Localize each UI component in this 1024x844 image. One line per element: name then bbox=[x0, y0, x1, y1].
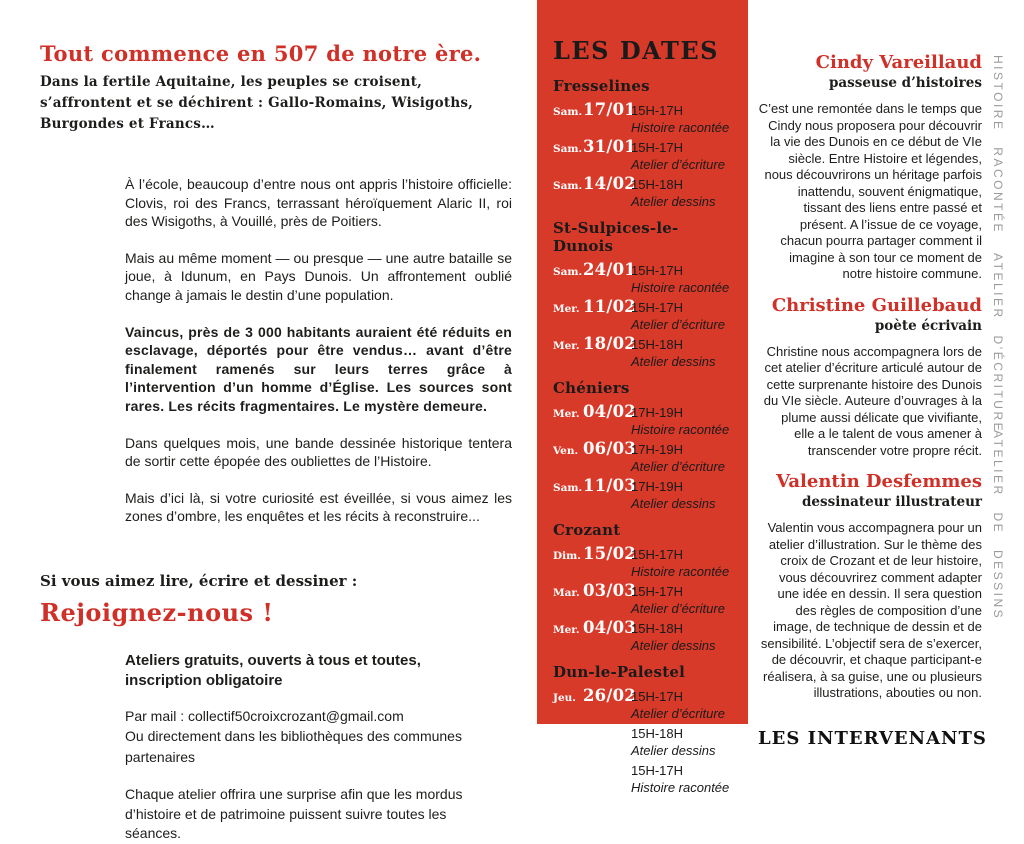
event-date: 03/03 bbox=[583, 581, 636, 600]
page-title: Tout commence en 507 de notre ère. bbox=[40, 41, 482, 66]
person-name: Cindy Vareillaud bbox=[815, 52, 982, 73]
event-activity: Atelier d’écriture bbox=[631, 157, 725, 172]
event-day: Jeu. bbox=[553, 692, 576, 704]
town-name: Crozant bbox=[553, 521, 621, 539]
event-main-line bbox=[553, 582, 734, 602]
event-time: 17H-19H bbox=[631, 442, 684, 457]
intervenants-panel bbox=[758, 0, 987, 749]
event-date: 06/03 bbox=[583, 439, 636, 458]
event-main-line bbox=[553, 687, 734, 707]
town-name: St-Sulpices-le-Dunois bbox=[553, 219, 679, 255]
page-subtitle: Dans la fertile Aquitaine, les peuples se croisent, s’affrontent et se déchirent : Gallo-Romains, Wisigoths, Burgondes et Francs… bbox=[40, 74, 474, 132]
edge-label-atelier-dessins: ATELIER DE DESSINS bbox=[991, 430, 1005, 621]
event-day: Sam. bbox=[553, 729, 583, 741]
event-activity: Atelier dessins bbox=[631, 638, 716, 653]
event-time: 15H-18H bbox=[631, 621, 684, 636]
dates-sections bbox=[553, 77, 734, 795]
person-name: Christine Guillebaud bbox=[771, 294, 982, 316]
town-events bbox=[553, 687, 734, 795]
event-day: Sam. bbox=[553, 180, 583, 192]
event-item bbox=[553, 477, 734, 511]
event-time: 17H-19H bbox=[631, 479, 684, 494]
invite-line: Si vous aimez lire, écrire et dessiner : bbox=[40, 572, 358, 591]
dates-town-section bbox=[553, 521, 734, 653]
event-time: 15H-17H bbox=[631, 547, 684, 562]
person-role: passeuse d’histoires bbox=[828, 75, 982, 91]
contact-alt-line: Ou directement dans les bibliothèques des communes partenaires bbox=[125, 728, 462, 765]
person-bio: C’est une remontée dans le temps que Cindy nous proposera pour découvrir la vie des Dunois en ce début de VIe siècle. Entre Histoire et légendes, nous découvrirons un héritage parfois inattendu, souvent énigmatique, tissant des liens entre passé et présent. A l’issue de ce voyage, chacun pourra partager comment il imagine à son tour ce moment de notre histoire commune. bbox=[758, 101, 982, 281]
town-events bbox=[553, 545, 734, 653]
event-main-line bbox=[553, 403, 734, 423]
event-date: 17/01 bbox=[583, 100, 636, 119]
person-role: poète écrivain bbox=[874, 317, 982, 334]
event-item bbox=[553, 101, 734, 135]
event-activity: Histoire racontée bbox=[631, 780, 730, 795]
event-activity: Atelier d’écriture bbox=[631, 601, 725, 616]
intro-paragraph: Dans quelques mois, une bande dessinée historique tentera de sortir cette épopée des oubliettes de l’Histoire. bbox=[125, 434, 512, 470]
event-date: 14/02 bbox=[583, 174, 636, 193]
event-activity: Atelier dessins bbox=[631, 743, 716, 758]
event-time: 15H-17H bbox=[631, 263, 684, 278]
event-time: 15H-17H bbox=[631, 300, 684, 315]
event-date: 11/03 bbox=[583, 476, 636, 495]
event-time: 17H-19H bbox=[631, 405, 684, 420]
event-activity: Histoire racontée bbox=[631, 422, 730, 437]
event-item bbox=[553, 175, 734, 209]
intervenants-title: LES INTERVENANTS bbox=[758, 727, 987, 749]
intro-paragraph-emphasis: Vaincus, près de 3 000 habitants auraient été réduits en esclavage, déportés pour être vendus… avant d’être finalement ramenés sur leurs terres grâce à l’intervention d’un homme d’Église. Les sources sont rares. Les récits fragmentaires. Le mystère demeure. bbox=[125, 323, 512, 414]
event-date: 11/02 bbox=[583, 297, 636, 316]
person-bio: Christine nous accompagnera lors de cet atelier d’écriture articulé autour de cette surprenante histoire des Dunois du VIe siècle. Auteure d’ouvrages à la plume aussi délicate que vivifiante, elle a le talent de vous amener à transcender votre propre récit. bbox=[763, 343, 982, 458]
event-time: 15H-17H bbox=[631, 140, 684, 155]
event-date: 04/02 bbox=[583, 402, 636, 421]
event-main-line bbox=[553, 101, 734, 121]
event-date: 24/01 bbox=[583, 260, 636, 279]
event-item bbox=[553, 138, 734, 172]
intro-paragraph: Mais au même moment — ou presque — une autre bataille se joue, à Idunum, en Pays Dunois. Un affrontement oublié change à jamais le destin d’une population. bbox=[125, 249, 512, 303]
intro-paragraph: Mais d’ici là, si votre curiosité est éveillée, si vous aimez les zones d’ombre, les enquêtes et les récits à reconstruire... bbox=[125, 489, 512, 525]
event-item bbox=[553, 724, 734, 758]
event-item bbox=[553, 403, 734, 437]
event-main-line bbox=[553, 619, 734, 639]
dates-town-section bbox=[553, 77, 734, 209]
edge-label-atelier-ecriture: ATELIER D’ÉCRITURE bbox=[991, 253, 1005, 434]
event-day: Mer. bbox=[553, 766, 580, 778]
event-main-line bbox=[553, 477, 734, 497]
town-name: Dun-le-Palestel bbox=[553, 663, 685, 681]
dates-panel bbox=[537, 0, 748, 795]
contact-email: collectif50croixcrozant@gmail.com bbox=[188, 708, 404, 725]
event-date: 29/04 bbox=[583, 760, 636, 779]
dates-town-section bbox=[553, 663, 734, 795]
event-day: Mer. bbox=[553, 340, 580, 352]
intro-panel bbox=[40, 42, 512, 844]
event-item bbox=[553, 687, 734, 721]
town-events bbox=[553, 101, 734, 209]
event-day: Sam. bbox=[553, 266, 583, 278]
event-main-line bbox=[553, 175, 734, 195]
town-name: Chéniers bbox=[553, 379, 630, 397]
event-activity: Atelier dessins bbox=[631, 496, 716, 511]
event-date: 28/02 bbox=[583, 723, 636, 742]
closing-line: Chaque atelier offrira une surprise afin que les mordus d’histoire et de patrimoine puissent suivre toutes les séances. bbox=[125, 785, 463, 842]
town-name: Fresselines bbox=[553, 77, 650, 95]
dates-town-section bbox=[553, 219, 734, 369]
event-time: 15H-18H bbox=[631, 177, 684, 192]
dates-title: LES DATES bbox=[553, 36, 719, 65]
event-item bbox=[553, 298, 734, 332]
event-day: Mar. bbox=[553, 587, 580, 599]
town-events bbox=[553, 403, 734, 511]
event-main-line bbox=[553, 298, 734, 318]
intro-paragraph: À l’école, beaucoup d’entre nous ont appris l’histoire officielle: Clovis, roi des Francs, terrassant héroïquement Alaric II, roi des Wisigoths, à Vouillé, près de Poitiers. bbox=[125, 175, 512, 230]
person-block bbox=[758, 471, 982, 702]
event-main-line bbox=[553, 138, 734, 158]
event-main-line bbox=[553, 761, 734, 781]
event-activity: Histoire racontée bbox=[631, 120, 730, 135]
event-day: Sam. bbox=[553, 143, 583, 155]
free-workshops-line: Ateliers gratuits, ouverts à tous et toutes, inscription obligatoire bbox=[125, 652, 421, 689]
event-main-line bbox=[553, 261, 734, 281]
mail-prefix: Par mail : bbox=[125, 708, 189, 725]
contact-mail-line bbox=[125, 706, 512, 726]
event-activity: Histoire racontée bbox=[631, 564, 730, 579]
invite-block bbox=[40, 572, 512, 627]
event-main-line bbox=[553, 335, 734, 355]
event-day: Mer. bbox=[553, 303, 580, 315]
event-day: Mer. bbox=[553, 408, 580, 420]
event-date: 15/02 bbox=[583, 544, 636, 563]
event-main-line bbox=[553, 440, 734, 460]
dates-town-section bbox=[553, 379, 734, 511]
edge-label-histoire-racontee: HISTOIRE RACONTÉE bbox=[991, 55, 1005, 234]
event-activity: Atelier d’écriture bbox=[631, 459, 725, 474]
event-item bbox=[553, 545, 734, 579]
event-date: 31/01 bbox=[583, 137, 636, 156]
person-name: Valentin Desfemmes bbox=[776, 471, 982, 492]
event-day: Sam. bbox=[553, 106, 583, 118]
event-item bbox=[553, 261, 734, 295]
event-item bbox=[553, 335, 734, 369]
event-time: 15H-17H bbox=[631, 689, 684, 704]
event-main-line bbox=[553, 724, 734, 744]
event-activity: Atelier d’écriture bbox=[631, 706, 725, 721]
event-date: 18/02 bbox=[583, 334, 636, 353]
event-time: 15H-17H bbox=[631, 584, 684, 599]
event-activity: Histoire racontée bbox=[631, 280, 730, 295]
event-item bbox=[553, 440, 734, 474]
event-activity: Atelier dessins bbox=[631, 354, 716, 369]
person-bio: Valentin vous accompagnera pour un atelier d’illustration. Sur le thème des croix de Crozant et de leur histoire, vous découvrirez comment adapter une idée en dessin. Il sera question des règles de composition d’une image, de technique de dessin et de sensibilité. L’objectif sera de s’exercer, de découvrir, et chaque participant-e réalisera, à sa guise, une ou plusieurs illustrations, abouties ou non. bbox=[760, 520, 982, 700]
person-block bbox=[758, 295, 982, 460]
people-list bbox=[758, 52, 982, 702]
event-day: Ven. bbox=[553, 445, 579, 457]
event-time: 15H-17H bbox=[631, 103, 684, 118]
event-time: 15H-18H bbox=[631, 726, 684, 741]
event-activity: Atelier dessins bbox=[631, 194, 716, 209]
town-events bbox=[553, 261, 734, 369]
person-block bbox=[758, 52, 982, 283]
event-item bbox=[553, 582, 734, 616]
person-role: dessinateur illustrateur bbox=[801, 494, 982, 510]
practical-info bbox=[125, 651, 512, 844]
event-item bbox=[553, 761, 734, 795]
join-call-to-action: Rejoignez-nous ! bbox=[40, 598, 274, 628]
event-day: Dim. bbox=[553, 550, 581, 562]
event-date: 26/02 bbox=[583, 686, 636, 705]
event-day: Mer. bbox=[553, 624, 580, 636]
event-day: Sam. bbox=[553, 482, 583, 494]
event-date: 04/03 bbox=[583, 618, 636, 637]
contact-block bbox=[125, 706, 512, 767]
intro-body bbox=[125, 175, 512, 526]
event-time: 15H-18H bbox=[631, 337, 684, 352]
event-time: 15H-17H bbox=[631, 763, 684, 778]
event-item bbox=[553, 619, 734, 653]
event-activity: Atelier d’écriture bbox=[631, 317, 725, 332]
event-main-line bbox=[553, 545, 734, 565]
